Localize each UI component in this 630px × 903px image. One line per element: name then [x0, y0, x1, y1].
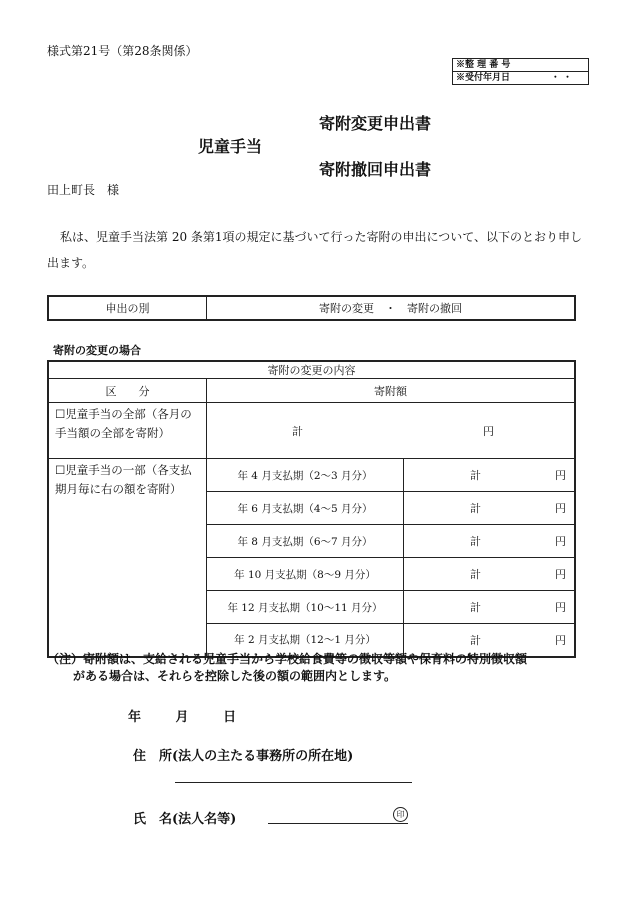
- yen-label: 円: [555, 502, 566, 515]
- period-amount-field[interactable]: [404, 558, 576, 591]
- title-child-allowance: 児童手当: [198, 137, 263, 156]
- date-day: 日: [223, 710, 237, 725]
- date-year: 年: [128, 710, 142, 725]
- title-change: 寄附変更申出書: [319, 114, 432, 133]
- request-type-table: [47, 295, 576, 321]
- seal-icon: 印: [393, 807, 408, 822]
- partial-option-checkbox[interactable]: ☐児童手当の一部（各支払期月毎に右の額を寄附）: [48, 459, 207, 657]
- period-amount-field[interactable]: [404, 459, 576, 492]
- note: [47, 651, 607, 685]
- address-label: 住 所(法人の主たる事務所の所在地): [133, 749, 354, 764]
- note-line2: がある場合は、それらを控除した後の額の範囲内とします。: [73, 669, 397, 683]
- period-label: 年 2 月支払期（12～1 月分）: [207, 624, 404, 657]
- request-type-label: 申出の別: [48, 296, 207, 320]
- form-number: 様式第21号（第28条関係）: [47, 44, 198, 58]
- kei-label: 計: [470, 601, 481, 614]
- note-line1: （注）寄附額は、支給される児童手当から学校給食費等の徴収等額や保育料の特別徴収額: [47, 652, 528, 666]
- change-amount-table: [47, 360, 576, 658]
- period-label: 年 6 月支払期（4～5 月分）: [207, 492, 404, 525]
- kei-label: 計: [470, 633, 481, 647]
- kei-label: 計: [470, 568, 481, 581]
- yen-label: 円: [555, 568, 566, 581]
- kei-label: 計: [470, 469, 481, 482]
- intro-text: 私は、児童手当法第 20 条第1項の規定に基づいて行った寄附の申出について、以下のとおり申し出ます。: [47, 230, 583, 270]
- table-title: 寄附の変更の内容: [48, 361, 575, 379]
- date-month: 月: [175, 710, 189, 725]
- all-amount-field[interactable]: [207, 403, 576, 459]
- change-section-label: 寄附の変更の場合: [53, 344, 141, 357]
- yen-label: 円: [555, 535, 566, 548]
- yen-label: 円: [555, 633, 566, 647]
- kei-label: 計: [470, 535, 481, 548]
- name-input-line[interactable]: [268, 823, 408, 824]
- title-withdraw: 寄附撤回申出書: [319, 160, 432, 179]
- office-use-box: [452, 58, 589, 85]
- period-label: 年 4 月支払期（2～3 月分）: [207, 459, 404, 492]
- yen-label: 円: [555, 469, 566, 482]
- date-line[interactable]: [128, 706, 266, 725]
- name-label: 氏 名(法人名等): [133, 812, 237, 827]
- period-amount-field[interactable]: [404, 591, 576, 624]
- period-label: 年 8 月支払期（6～7 月分）: [207, 525, 404, 558]
- control-number-field[interactable]: [453, 59, 588, 71]
- period-label: 年 12 月支払期（10～11 月分）: [207, 591, 404, 624]
- addressee: 田上町長 様: [47, 183, 120, 197]
- all-total-label: 計: [292, 424, 303, 438]
- all-yen-label: 円: [483, 424, 494, 438]
- address-input-line[interactable]: [175, 782, 412, 783]
- all-option-checkbox[interactable]: ☐児童手当の全部（各月の手当額の全部を寄附）: [48, 403, 207, 459]
- receipt-date-label: ※受付年月日: [456, 73, 511, 83]
- col-amount: 寄附額: [207, 379, 576, 403]
- control-number-label: ※整 理 番 号: [456, 60, 511, 70]
- yen-label: 円: [555, 601, 566, 614]
- receipt-date-field[interactable]: [453, 71, 588, 84]
- receipt-date-dots: ・ ・: [550, 73, 572, 83]
- request-type-options[interactable]: 寄附の変更 ・ 寄附の撤回: [207, 296, 576, 320]
- period-label: 年 10 月支払期（8～9 月分）: [207, 558, 404, 591]
- kei-label: 計: [470, 502, 481, 515]
- col-category: 区 分: [48, 379, 207, 403]
- period-amount-field[interactable]: [404, 525, 576, 558]
- period-amount-field[interactable]: [404, 492, 576, 525]
